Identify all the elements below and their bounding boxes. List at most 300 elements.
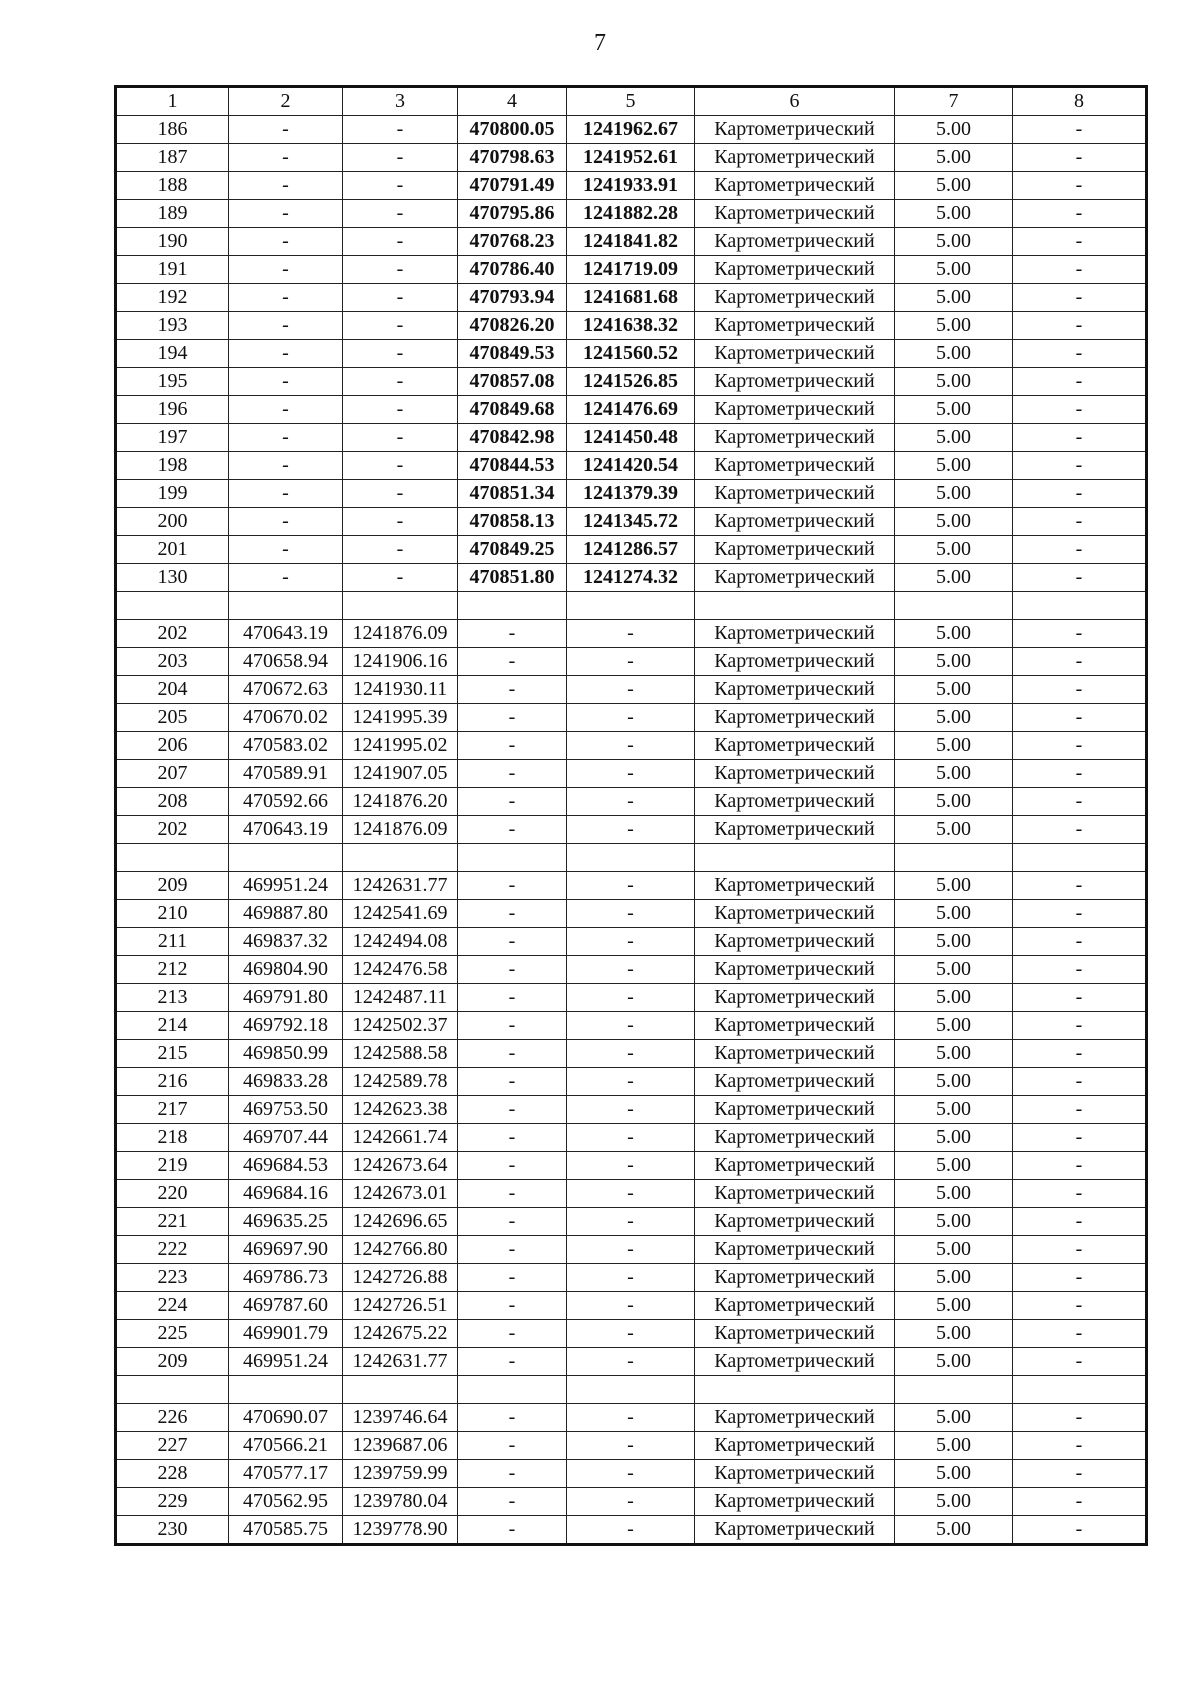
table-cell-col1: 187	[116, 144, 229, 172]
table-cell-col8: -	[1013, 928, 1147, 956]
table-cell-col4: 470791.49	[458, 172, 567, 200]
table-cell-col4: -	[458, 1488, 567, 1516]
table-cell-col5: 1241345.72	[567, 508, 695, 536]
table-cell-col8: -	[1013, 1236, 1147, 1264]
table-cell-col3: 1242673.64	[343, 1152, 458, 1180]
table-cell-col3: 1242631.77	[343, 872, 458, 900]
table-cell-col4: -	[458, 1124, 567, 1152]
table-cell-col1: 211	[116, 928, 229, 956]
table-cell-col5: 1241962.67	[567, 116, 695, 144]
table-cell-col5: -	[567, 676, 695, 704]
table-cell-col8: -	[1013, 732, 1147, 760]
table-cell-col8: -	[1013, 620, 1147, 648]
table-cell-col6: Картометрический	[695, 704, 895, 732]
table-cell-col2: 469951.24	[229, 1348, 343, 1376]
table-row	[116, 396, 1147, 424]
column-header: 1	[116, 87, 229, 116]
table-cell-col7: 5.00	[895, 480, 1013, 508]
table-cell-col3: 1242696.65	[343, 1208, 458, 1236]
table-cell-col4: -	[458, 816, 567, 844]
table-cell-col1: 216	[116, 1068, 229, 1096]
table-cell-col2: -	[229, 480, 343, 508]
table-cell-col6: Картометрический	[695, 200, 895, 228]
table-cell-col6: Картометрический	[695, 312, 895, 340]
table-cell-col7: 5.00	[895, 508, 1013, 536]
table-cell-col7: 5.00	[895, 256, 1013, 284]
table-cell-col2: 469833.28	[229, 1068, 343, 1096]
table-cell-col6: Картометрический	[695, 872, 895, 900]
table-cell-col4: 470849.25	[458, 536, 567, 564]
table-cell-col4: 470844.53	[458, 452, 567, 480]
table-cell-col1: 190	[116, 228, 229, 256]
table-row	[116, 424, 1147, 452]
table-cell-col4: -	[458, 1404, 567, 1432]
table-cell-col1: 213	[116, 984, 229, 1012]
table-cell-col5	[567, 1376, 695, 1404]
coordinates-table	[114, 85, 1148, 1546]
table-cell-col2: 470577.17	[229, 1460, 343, 1488]
table-cell-col7	[895, 592, 1013, 620]
table-cell-col1: 201	[116, 536, 229, 564]
table-cell-col2: -	[229, 284, 343, 312]
table-cell-col4: 470842.98	[458, 424, 567, 452]
table-cell-col8: -	[1013, 984, 1147, 1012]
table-cell-col5: 1241379.39	[567, 480, 695, 508]
table-cell-col5: -	[567, 1208, 695, 1236]
table-spacer-row	[116, 1376, 1147, 1404]
table-cell-col8: -	[1013, 872, 1147, 900]
table-cell-col7: 5.00	[895, 1096, 1013, 1124]
table-cell-col4: 470800.05	[458, 116, 567, 144]
table-cell-col1: 205	[116, 704, 229, 732]
table-cell-col4: -	[458, 676, 567, 704]
table-cell-col1: 224	[116, 1292, 229, 1320]
table-cell-col4: -	[458, 1432, 567, 1460]
table-cell-col8: -	[1013, 1096, 1147, 1124]
table-cell-col6: Картометрический	[695, 1460, 895, 1488]
table-cell-col2: 470672.63	[229, 676, 343, 704]
table-cell-col1: 186	[116, 116, 229, 144]
table-cell-col7: 5.00	[895, 648, 1013, 676]
table-cell-col7: 5.00	[895, 1236, 1013, 1264]
table-cell-col1: 193	[116, 312, 229, 340]
table-cell-col6: Картометрический	[695, 1292, 895, 1320]
table-cell-col7: 5.00	[895, 704, 1013, 732]
table-row	[116, 1040, 1147, 1068]
table-cell-col7: 5.00	[895, 816, 1013, 844]
table-cell-col4: 470798.63	[458, 144, 567, 172]
table-cell-col3: 1242502.37	[343, 1012, 458, 1040]
table-cell-col3: -	[343, 172, 458, 200]
table-cell-col4: -	[458, 1348, 567, 1376]
table-cell-col7: 5.00	[895, 1208, 1013, 1236]
table-cell-col3: 1242476.58	[343, 956, 458, 984]
table-cell-col7: 5.00	[895, 900, 1013, 928]
table-cell-col1: 195	[116, 368, 229, 396]
table-row	[116, 1460, 1147, 1488]
table-cell-col4: -	[458, 872, 567, 900]
table-cell-col6: Картометрический	[695, 1264, 895, 1292]
table-cell-col3: 1241876.09	[343, 620, 458, 648]
table-cell-col2: 470592.66	[229, 788, 343, 816]
table-cell-col4: -	[458, 1012, 567, 1040]
table-cell-col2: -	[229, 424, 343, 452]
table-cell-col8: -	[1013, 1068, 1147, 1096]
table-cell-col8: -	[1013, 1460, 1147, 1488]
table-cell-col5: -	[567, 620, 695, 648]
table-cell-col6: Картометрический	[695, 1348, 895, 1376]
table-row	[116, 1348, 1147, 1376]
table-row	[116, 284, 1147, 312]
table-cell-col1: 227	[116, 1432, 229, 1460]
table-cell-col5: 1241681.68	[567, 284, 695, 312]
table-cell-col5: -	[567, 760, 695, 788]
table-cell-col6	[695, 1376, 895, 1404]
table-cell-col4: -	[458, 1040, 567, 1068]
table-row	[116, 1152, 1147, 1180]
table-cell-col6: Картометрический	[695, 1516, 895, 1545]
table-row	[116, 172, 1147, 200]
table-cell-col2: 470690.07	[229, 1404, 343, 1432]
table-cell-col3: 1242631.77	[343, 1348, 458, 1376]
table-cell-col2: 469635.25	[229, 1208, 343, 1236]
table-cell-col1: 229	[116, 1488, 229, 1516]
table-cell-col1: 217	[116, 1096, 229, 1124]
table-cell-col1	[116, 1376, 229, 1404]
table-cell-col2: 469707.44	[229, 1124, 343, 1152]
table-cell-col4: -	[458, 1320, 567, 1348]
table-cell-col5: -	[567, 1040, 695, 1068]
table-cell-col1: 207	[116, 760, 229, 788]
table-cell-col7: 5.00	[895, 452, 1013, 480]
column-header: 3	[343, 87, 458, 116]
table-cell-col6: Картометрический	[695, 648, 895, 676]
table-cell-col8: -	[1013, 368, 1147, 396]
table-cell-col2: -	[229, 536, 343, 564]
table-cell-col7: 5.00	[895, 1292, 1013, 1320]
table-cell-col1: 208	[116, 788, 229, 816]
table-cell-col5: -	[567, 1236, 695, 1264]
table-cell-col4: 470851.34	[458, 480, 567, 508]
table-cell-col3	[343, 844, 458, 872]
table-cell-col5: 1241274.32	[567, 564, 695, 592]
table-cell-col8: -	[1013, 648, 1147, 676]
table-cell-col1: 218	[116, 1124, 229, 1152]
table-row	[116, 1012, 1147, 1040]
table-cell-col5: -	[567, 1488, 695, 1516]
table-cell-col2: 470566.21	[229, 1432, 343, 1460]
table-cell-col7: 5.00	[895, 984, 1013, 1012]
table-cell-col5: -	[567, 788, 695, 816]
table-cell-col2: -	[229, 228, 343, 256]
table-cell-col8: -	[1013, 396, 1147, 424]
table-spacer-row	[116, 844, 1147, 872]
table-row	[116, 676, 1147, 704]
table-cell-col4: -	[458, 928, 567, 956]
table-row	[116, 368, 1147, 396]
table-cell-col7: 5.00	[895, 312, 1013, 340]
table-cell-col5: -	[567, 704, 695, 732]
table-cell-col6: Картометрический	[695, 676, 895, 704]
table-cell-col8: -	[1013, 1264, 1147, 1292]
table-row	[116, 620, 1147, 648]
table-cell-col8: -	[1013, 452, 1147, 480]
table-cell-col4: -	[458, 1460, 567, 1488]
table-cell-col2: 469684.16	[229, 1180, 343, 1208]
table-cell-col5: -	[567, 1124, 695, 1152]
table-cell-col3: 1239759.99	[343, 1460, 458, 1488]
table-cell-col2: -	[229, 396, 343, 424]
table-cell-col6	[695, 592, 895, 620]
table-cell-col2: -	[229, 172, 343, 200]
table-cell-col7: 5.00	[895, 620, 1013, 648]
table-cell-col4: -	[458, 1292, 567, 1320]
table-cell-col1: 192	[116, 284, 229, 312]
table-row	[116, 256, 1147, 284]
table-cell-col2: 469697.90	[229, 1236, 343, 1264]
table-cell-col2: 470643.19	[229, 620, 343, 648]
table-cell-col5: -	[567, 1404, 695, 1432]
table-cell-col4: 470851.80	[458, 564, 567, 592]
table-cell-col5: -	[567, 1320, 695, 1348]
table-cell-col2: 469837.32	[229, 928, 343, 956]
table-cell-col4: -	[458, 1516, 567, 1545]
table-cell-col8: -	[1013, 1348, 1147, 1376]
table-row	[116, 788, 1147, 816]
table-cell-col5: 1241638.32	[567, 312, 695, 340]
table-cell-col2: 469786.73	[229, 1264, 343, 1292]
table-cell-col3: -	[343, 424, 458, 452]
table-cell-col8: -	[1013, 256, 1147, 284]
table-cell-col6: Картометрический	[695, 620, 895, 648]
table-cell-col7: 5.00	[895, 172, 1013, 200]
table-cell-col6: Картометрический	[695, 172, 895, 200]
table-cell-col1: 202	[116, 816, 229, 844]
table-cell-col5: -	[567, 1432, 695, 1460]
table-cell-col5: -	[567, 1152, 695, 1180]
table-cell-col6: Картометрический	[695, 452, 895, 480]
table-row	[116, 508, 1147, 536]
table-cell-col3: -	[343, 368, 458, 396]
table-cell-col1: 222	[116, 1236, 229, 1264]
table-cell-col2	[229, 1376, 343, 1404]
table-cell-col8: -	[1013, 900, 1147, 928]
table-cell-col5: -	[567, 1096, 695, 1124]
table-cell-col8: -	[1013, 424, 1147, 452]
column-header: 2	[229, 87, 343, 116]
table-row	[116, 1236, 1147, 1264]
table-cell-col3: 1242487.11	[343, 984, 458, 1012]
table-cell-col7: 5.00	[895, 1348, 1013, 1376]
table-cell-col1: 225	[116, 1320, 229, 1348]
table-cell-col2: 469792.18	[229, 1012, 343, 1040]
table-row	[116, 144, 1147, 172]
table-cell-col7: 5.00	[895, 340, 1013, 368]
table-cell-col2: -	[229, 508, 343, 536]
table-cell-col1: 223	[116, 1264, 229, 1292]
table-cell-col1: 219	[116, 1152, 229, 1180]
table-cell-col5: -	[567, 816, 695, 844]
table-cell-col7: 5.00	[895, 872, 1013, 900]
table-cell-col1: 206	[116, 732, 229, 760]
table-cell-col3: 1239778.90	[343, 1516, 458, 1545]
table-cell-col8: -	[1013, 340, 1147, 368]
table-row	[116, 1320, 1147, 1348]
table-cell-col6: Картометрический	[695, 816, 895, 844]
table-cell-col5	[567, 844, 695, 872]
table-cell-col1: 194	[116, 340, 229, 368]
table-cell-col6: Картометрический	[695, 1124, 895, 1152]
table-cell-col3: 1241930.11	[343, 676, 458, 704]
table-cell-col1: 200	[116, 508, 229, 536]
table-cell-col3: 1242588.58	[343, 1040, 458, 1068]
table-cell-col3: 1242661.74	[343, 1124, 458, 1152]
table-cell-col4: -	[458, 760, 567, 788]
table-cell-col7: 5.00	[895, 1068, 1013, 1096]
table-cell-col4: 470793.94	[458, 284, 567, 312]
table-cell-col7: 5.00	[895, 1040, 1013, 1068]
table-cell-col2: -	[229, 340, 343, 368]
table-cell-col6: Картометрический	[695, 1236, 895, 1264]
table-cell-col8: -	[1013, 956, 1147, 984]
table-cell-col4: 470858.13	[458, 508, 567, 536]
table-row	[116, 1404, 1147, 1432]
table-cell-col1: 214	[116, 1012, 229, 1040]
table-cell-col2: 469850.99	[229, 1040, 343, 1068]
table-row	[116, 1180, 1147, 1208]
table-spacer-row	[116, 592, 1147, 620]
table-cell-col2: 470643.19	[229, 816, 343, 844]
table-cell-col6: Картометрический	[695, 900, 895, 928]
table-cell-col7: 5.00	[895, 1516, 1013, 1545]
table-cell-col4: -	[458, 1236, 567, 1264]
table-cell-col5: -	[567, 648, 695, 676]
table-cell-col5: -	[567, 732, 695, 760]
table-cell-col5: 1241286.57	[567, 536, 695, 564]
table-cell-col2: -	[229, 564, 343, 592]
table-cell-col7: 5.00	[895, 1012, 1013, 1040]
table-cell-col5: 1241420.54	[567, 452, 695, 480]
table-cell-col5: -	[567, 1460, 695, 1488]
table-cell-col2: 470562.95	[229, 1488, 343, 1516]
table-cell-col6: Картометрический	[695, 1040, 895, 1068]
table-cell-col8: -	[1013, 1040, 1147, 1068]
table-cell-col2: 469951.24	[229, 872, 343, 900]
table-cell-col5: 1241719.09	[567, 256, 695, 284]
table-cell-col7: 5.00	[895, 200, 1013, 228]
table-cell-col4: 470849.53	[458, 340, 567, 368]
table-cell-col2: -	[229, 200, 343, 228]
table-cell-col6: Картометрический	[695, 116, 895, 144]
table-cell-col7: 5.00	[895, 1432, 1013, 1460]
table-cell-col2: 469684.53	[229, 1152, 343, 1180]
table-cell-col5: 1241841.82	[567, 228, 695, 256]
table-cell-col5: 1241450.48	[567, 424, 695, 452]
table-cell-col4: -	[458, 1152, 567, 1180]
table-cell-col8: -	[1013, 312, 1147, 340]
table-cell-col7: 5.00	[895, 424, 1013, 452]
table-row	[116, 900, 1147, 928]
table-cell-col6: Картометрический	[695, 1320, 895, 1348]
table-cell-col4: -	[458, 1096, 567, 1124]
table-cell-col1: 196	[116, 396, 229, 424]
table-cell-col7: 5.00	[895, 536, 1013, 564]
table-cell-col2: -	[229, 116, 343, 144]
table-cell-col8: -	[1013, 1488, 1147, 1516]
table-cell-col8: -	[1013, 1432, 1147, 1460]
table-cell-col4	[458, 844, 567, 872]
table-cell-col3: 1242623.38	[343, 1096, 458, 1124]
table-cell-col1: 209	[116, 872, 229, 900]
table-cell-col1: 212	[116, 956, 229, 984]
table-cell-col5: -	[567, 1516, 695, 1545]
table-cell-col8: -	[1013, 1320, 1147, 1348]
table-cell-col3: -	[343, 564, 458, 592]
table-body	[116, 87, 1147, 1545]
table-cell-col3: -	[343, 144, 458, 172]
table-cell-col3: -	[343, 116, 458, 144]
table-cell-col1: 198	[116, 452, 229, 480]
table-cell-col6: Картометрический	[695, 1012, 895, 1040]
table-cell-col7: 5.00	[895, 228, 1013, 256]
table-cell-col7: 5.00	[895, 396, 1013, 424]
table-cell-col6: Картометрический	[695, 256, 895, 284]
table-row	[116, 732, 1147, 760]
table-cell-col1: 230	[116, 1516, 229, 1545]
table-cell-col8: -	[1013, 1292, 1147, 1320]
table-cell-col3: -	[343, 508, 458, 536]
table-cell-col6: Картометрический	[695, 424, 895, 452]
table-row	[116, 1516, 1147, 1545]
table-cell-col2: 469887.80	[229, 900, 343, 928]
table-cell-col1	[116, 592, 229, 620]
table-cell-col6: Картометрический	[695, 1488, 895, 1516]
table-row	[116, 480, 1147, 508]
table-row	[116, 1292, 1147, 1320]
table-cell-col3: -	[343, 340, 458, 368]
table-cell-col5: -	[567, 1348, 695, 1376]
table-cell-col2: 470583.02	[229, 732, 343, 760]
table-cell-col5: -	[567, 984, 695, 1012]
table-cell-col7: 5.00	[895, 956, 1013, 984]
table-cell-col7: 5.00	[895, 1152, 1013, 1180]
table-cell-col2	[229, 592, 343, 620]
table-cell-col3: 1242494.08	[343, 928, 458, 956]
table-row	[116, 984, 1147, 1012]
table-cell-col7: 5.00	[895, 928, 1013, 956]
table-cell-col1: 204	[116, 676, 229, 704]
table-cell-col7: 5.00	[895, 1180, 1013, 1208]
table-cell-col7: 5.00	[895, 284, 1013, 312]
table-cell-col6: Картометрический	[695, 144, 895, 172]
table-cell-col3: 1242726.88	[343, 1264, 458, 1292]
table-cell-col2	[229, 844, 343, 872]
table-cell-col1: 130	[116, 564, 229, 592]
table-cell-col6: Картометрический	[695, 1068, 895, 1096]
table-cell-col7: 5.00	[895, 368, 1013, 396]
table-row	[116, 1068, 1147, 1096]
table-row	[116, 312, 1147, 340]
table-cell-col2: -	[229, 368, 343, 396]
table-cell-col5	[567, 592, 695, 620]
table-cell-col7: 5.00	[895, 1460, 1013, 1488]
table-row	[116, 928, 1147, 956]
table-cell-col1: 191	[116, 256, 229, 284]
table-cell-col8: -	[1013, 508, 1147, 536]
table-cell-col2: 469753.50	[229, 1096, 343, 1124]
table-row	[116, 872, 1147, 900]
table-row	[116, 340, 1147, 368]
